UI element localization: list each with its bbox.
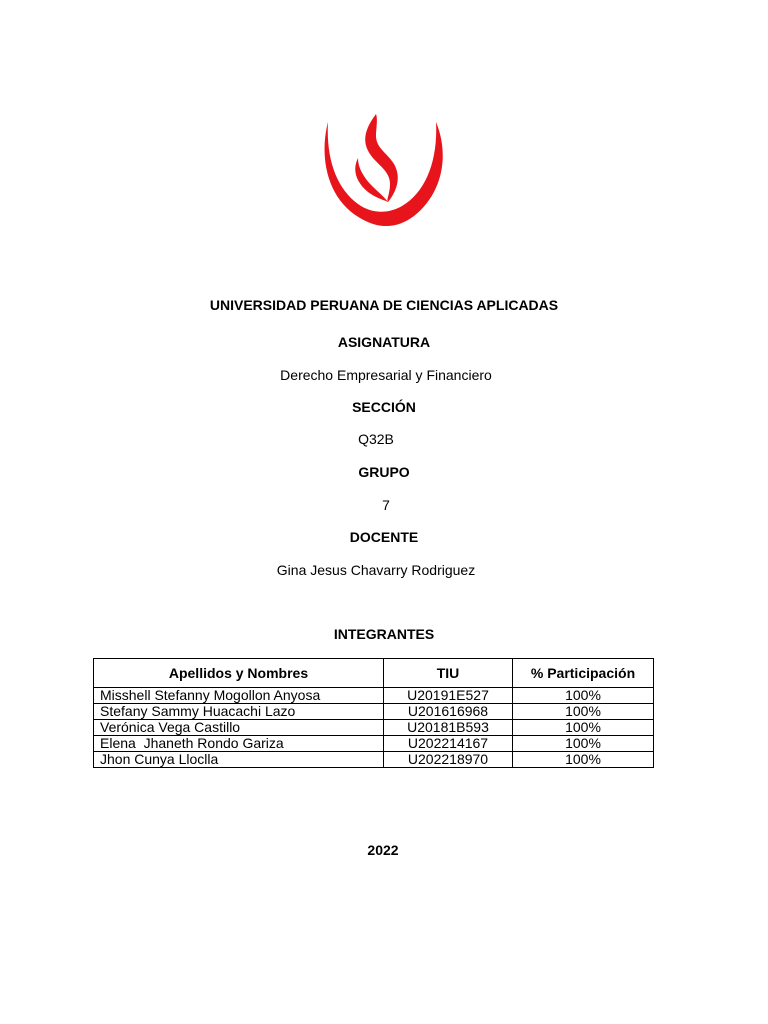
member-participation: 100% [513, 720, 654, 736]
members-table [93, 658, 654, 768]
header-name: Apellidos y Nombres [94, 659, 384, 688]
member-name: Jhon Cunya Lloclla [94, 752, 384, 768]
group-value: 7 [382, 497, 390, 513]
section-label: SECCIÓN [352, 399, 416, 415]
member-participation: 100% [513, 752, 654, 768]
year: 2022 [367, 842, 399, 858]
teacher-value: Gina Jesus Chavarry Rodriguez [276, 562, 476, 578]
subject-label: ASIGNATURA [337, 334, 431, 350]
table-row [94, 720, 654, 736]
table-row [94, 688, 654, 704]
header-tiu: TIU [384, 659, 513, 688]
group-label: GRUPO [358, 464, 410, 480]
subject-value: Derecho Empresarial y Financiero [280, 367, 492, 383]
table-header-row [94, 659, 654, 688]
member-name: Verónica Vega Castillo [94, 720, 384, 736]
table-row [94, 752, 654, 768]
member-participation: 100% [513, 736, 654, 752]
member-name: Misshell Stefanny Mogollon Anyosa [94, 688, 384, 704]
member-participation: 100% [513, 704, 654, 720]
member-tiu: U202214167 [384, 736, 513, 752]
header-participation: % Participación [513, 659, 654, 688]
member-tiu: U20181B593 [384, 720, 513, 736]
university-name: UNIVERSIDAD PERUANA DE CIENCIAS APLICADAS [209, 297, 559, 313]
upc-flame-logo-icon [318, 112, 450, 230]
member-tiu: U202218970 [384, 752, 513, 768]
member-tiu: U20191E527 [384, 688, 513, 704]
teacher-label: DOCENTE [349, 529, 419, 545]
member-tiu: U201616968 [384, 704, 513, 720]
member-participation: 100% [513, 688, 654, 704]
table-row [94, 704, 654, 720]
section-value: Q32B [358, 431, 394, 447]
members-title: INTEGRANTES [333, 626, 435, 642]
table-row [94, 736, 654, 752]
member-name: Stefany Sammy Huacachi Lazo [94, 704, 384, 720]
member-name: Elena Jhaneth Rondo Gariza [94, 736, 384, 752]
